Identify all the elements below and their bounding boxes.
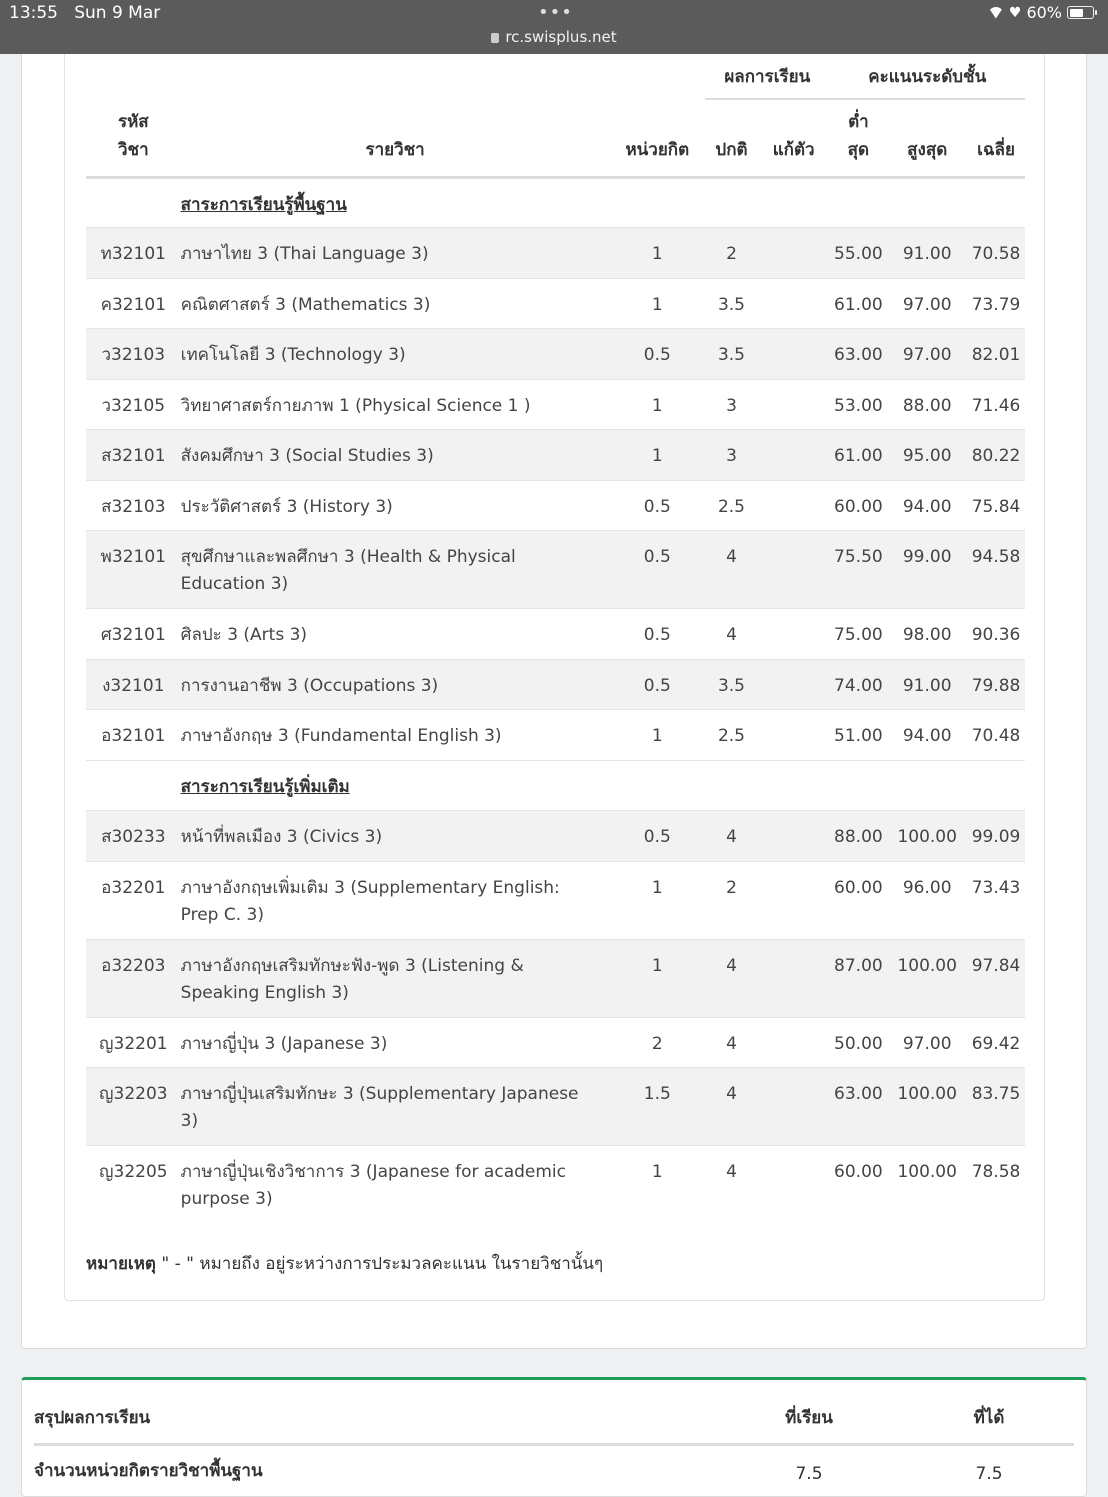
course-code: ญ32203: [86, 1068, 181, 1146]
score-min: 53.00: [829, 379, 887, 430]
course-name: หน้าที่พลเมือง 3 (Civics 3): [181, 811, 610, 862]
course-credit: 1: [610, 1146, 706, 1224]
course-name: ภาษาอังกฤษเพิ่มเติม 3 (Supplementary English: Prep C. 3): [181, 861, 610, 939]
score-avg: 70.58: [967, 228, 1025, 279]
score-max: 91.00: [887, 659, 967, 710]
score-avg: 73.79: [967, 278, 1025, 329]
score-max: 97.00: [887, 1017, 967, 1068]
grade-normal: 3.5: [705, 278, 758, 329]
table-row: [86, 430, 1025, 481]
score-max: 100.00: [887, 1146, 967, 1224]
course-name: ภาษาญี่ปุ่นเชิงวิชาการ 3 (Japanese for academic purpose 3): [181, 1146, 610, 1224]
table-row: [86, 329, 1025, 380]
table-row: [86, 609, 1025, 660]
score-max: 88.00: [887, 379, 967, 430]
grade-normal: 4: [705, 609, 758, 660]
header-max: สูงสุด: [887, 99, 967, 177]
table-row: [86, 939, 1025, 1017]
summary-row-label: จำนวนหน่วยกิตรายวิชาพื้นฐาน: [34, 1461, 263, 1481]
summary-header-title: สรุปผลการเรียน: [34, 1380, 714, 1444]
score-group-header: คะแนนระดับชั้น: [829, 54, 1025, 99]
grade-normal: 4: [705, 811, 758, 862]
table-row: [86, 480, 1025, 531]
table-row: [86, 710, 1025, 761]
course-code: ศ32101: [86, 609, 181, 660]
score-min: 60.00: [829, 480, 887, 531]
result-group-header: ผลการเรียน: [705, 54, 829, 99]
grade-normal: 3: [705, 379, 758, 430]
grade-normal: 3.5: [705, 329, 758, 380]
grade-fix: [758, 659, 830, 710]
grade-normal: 4: [705, 531, 758, 609]
score-max: 95.00: [887, 430, 967, 481]
course-name: ภาษาไทย 3 (Thai Language 3): [181, 228, 610, 279]
course-name: การงานอาชีพ 3 (Occupations 3): [181, 659, 610, 710]
grade-fix: [758, 710, 830, 761]
section-row: [86, 177, 1025, 228]
table-row: [86, 811, 1025, 862]
course-code: ว32105: [86, 379, 181, 430]
course-credit: 0.5: [610, 531, 706, 609]
summary-header-earned: ที่ได้: [904, 1380, 1074, 1444]
course-name: เทคโนโลยี 3 (Technology 3): [181, 329, 610, 380]
section-title: สาระการเรียนรู้พื้นฐาน: [181, 177, 1025, 228]
course-name: ศิลปะ 3 (Arts 3): [181, 609, 610, 660]
grade-fix: [758, 278, 830, 329]
score-avg: 78.58: [967, 1146, 1025, 1224]
score-avg: 75.84: [967, 480, 1025, 531]
score-max: 94.00: [887, 480, 967, 531]
score-min: 50.00: [829, 1017, 887, 1068]
table-row: [86, 531, 1025, 609]
grade-fix: [758, 1068, 830, 1146]
score-min: 60.00: [829, 1146, 887, 1224]
course-code: ส32101: [86, 430, 181, 481]
grade-normal: 4: [705, 1146, 758, 1224]
score-min: 75.00: [829, 609, 887, 660]
score-min: 60.00: [829, 861, 887, 939]
course-credit: 1: [610, 228, 706, 279]
course-name: ภาษาญี่ปุ่นเสริมทักษะ 3 (Supplementary Japanese 3): [181, 1068, 610, 1146]
battery-percent: 60%: [1026, 3, 1062, 22]
header-avg: เฉลี่ย: [967, 99, 1025, 177]
wifi-icon: [988, 7, 1004, 19]
course-name: ประวัติศาสตร์ 3 (History 3): [181, 480, 610, 531]
score-avg: 70.48: [967, 710, 1025, 761]
course-credit: 0.5: [610, 480, 706, 531]
header-min: ต่ำ สุด: [829, 99, 887, 177]
section-title: สาระการเรียนรู้เพิ่มเติม: [181, 760, 1025, 811]
course-credit: 0.5: [610, 609, 706, 660]
course-name: สังคมศึกษา 3 (Social Studies 3): [181, 430, 610, 481]
grade-fix: [758, 939, 830, 1017]
score-min: 74.00: [829, 659, 887, 710]
grade-fix: [758, 861, 830, 939]
course-name: วิทยาศาสตร์กายภาพ 1 (Physical Science 1 ): [181, 379, 610, 430]
score-max: 100.00: [887, 939, 967, 1017]
course-code: ส30233: [86, 811, 181, 862]
header-credit: หน่วยกิต: [610, 99, 706, 177]
grades-outer-card: [21, 54, 1087, 1349]
course-code: ส32103: [86, 480, 181, 531]
score-avg: 71.46: [967, 379, 1025, 430]
status-icons: [988, 3, 1094, 22]
score-avg: 99.09: [967, 811, 1025, 862]
address-bar[interactable]: [0, 28, 1108, 46]
grade-fix: [758, 811, 830, 862]
score-max: 100.00: [887, 1068, 967, 1146]
score-min: 88.00: [829, 811, 887, 862]
multitask-dots[interactable]: •••: [538, 2, 573, 23]
status-time: 13:55 Sun 9 Mar: [9, 3, 161, 23]
grade-fix: [758, 1146, 830, 1224]
url-text: rc.swisplus.net: [505, 28, 617, 46]
grade-normal: 2: [705, 228, 758, 279]
course-credit: 1: [610, 710, 706, 761]
course-credit: 2: [610, 1017, 706, 1068]
grade-normal: 3: [705, 430, 758, 481]
course-code: อ32101: [86, 710, 181, 761]
score-avg: 82.01: [967, 329, 1025, 380]
grade-normal: 3.5: [705, 659, 758, 710]
grade-fix: [758, 480, 830, 531]
grade-normal: 2.5: [705, 480, 758, 531]
header-fix: แก้ตัว: [758, 99, 830, 177]
grade-normal: 2: [705, 861, 758, 939]
header-subject: รายวิชา: [181, 99, 610, 177]
table-row: [86, 278, 1025, 329]
course-name: ภาษาญี่ปุ่น 3 (Japanese 3): [181, 1017, 610, 1068]
course-code: ค32101: [86, 278, 181, 329]
course-credit: 0.5: [610, 659, 706, 710]
grade-normal: 2.5: [705, 710, 758, 761]
header-normal: ปกติ: [705, 99, 758, 177]
course-credit: 0.5: [610, 811, 706, 862]
summary-row-earned: 7.5: [975, 1464, 1003, 1484]
course-code: ญ32205: [86, 1146, 181, 1224]
course-code: ท32101: [86, 228, 181, 279]
status-bar: [0, 0, 1108, 54]
course-code: อ32203: [86, 939, 181, 1017]
score-max: 91.00: [887, 228, 967, 279]
table-row: [86, 861, 1025, 939]
table-row: [86, 379, 1025, 430]
table-row: [86, 1068, 1025, 1146]
table-row: [86, 659, 1025, 710]
header-code: รหัส วิชา: [86, 99, 181, 177]
score-max: 100.00: [887, 811, 967, 862]
battery-icon: [1067, 6, 1094, 19]
heart-icon: ♥: [1008, 4, 1022, 21]
grade-fix: [758, 430, 830, 481]
course-name: คณิตศาสตร์ 3 (Mathematics 3): [181, 278, 610, 329]
course-credit: 1: [610, 861, 706, 939]
grade-normal: 4: [705, 1017, 758, 1068]
course-credit: 1: [610, 379, 706, 430]
score-avg: 97.84: [967, 939, 1025, 1017]
summary-table: [34, 1380, 1074, 1484]
score-max: 99.00: [887, 531, 967, 609]
course-code: พ32101: [86, 531, 181, 609]
grade-fix: [758, 609, 830, 660]
score-avg: 94.58: [967, 531, 1025, 609]
score-min: 61.00: [829, 430, 887, 481]
grade-fix: [758, 379, 830, 430]
course-code: ญ32201: [86, 1017, 181, 1068]
score-min: 55.00: [829, 228, 887, 279]
grade-fix: [758, 531, 830, 609]
course-code: ว32103: [86, 329, 181, 380]
score-max: 96.00: [887, 861, 967, 939]
lock-icon: [491, 33, 499, 43]
score-min: 75.50: [829, 531, 887, 609]
score-avg: 69.42: [967, 1017, 1025, 1068]
course-credit: 1: [610, 430, 706, 481]
score-min: 63.00: [829, 329, 887, 380]
section-row: [86, 760, 1025, 811]
course-credit: 1: [610, 278, 706, 329]
score-avg: 73.43: [967, 861, 1025, 939]
score-avg: 83.75: [967, 1068, 1025, 1146]
grade-fix: [758, 1017, 830, 1068]
note-text: หมายเหตุ " - " หมายถึง อยู่ระหว่างการประมวลคะแนน ในรายวิชานั้นๆ: [86, 1254, 604, 1274]
grades-inner-card: [64, 54, 1045, 1301]
table-row: [86, 1017, 1025, 1068]
grade-normal: 4: [705, 939, 758, 1017]
course-credit: 0.5: [610, 329, 706, 380]
summary-row-studied: 7.5: [795, 1464, 823, 1484]
score-max: 98.00: [887, 609, 967, 660]
summary-header-studied: ที่เรียน: [714, 1380, 904, 1444]
score-max: 97.00: [887, 329, 967, 380]
grades-table: [86, 54, 1025, 1224]
course-name: ภาษาอังกฤษเสริมทักษะฟัง-พูด 3 (Listening & Speaking English 3): [181, 939, 610, 1017]
summary-row: [34, 1444, 1074, 1484]
course-code: อ32201: [86, 861, 181, 939]
grade-normal: 4: [705, 1068, 758, 1146]
grade-fix: [758, 329, 830, 380]
course-code: ง32101: [86, 659, 181, 710]
course-name: ภาษาอังกฤษ 3 (Fundamental English 3): [181, 710, 610, 761]
table-row: [86, 228, 1025, 279]
grade-fix: [758, 228, 830, 279]
course-credit: 1.5: [610, 1068, 706, 1146]
score-min: 87.00: [829, 939, 887, 1017]
score-min: 63.00: [829, 1068, 887, 1146]
score-min: 61.00: [829, 278, 887, 329]
score-max: 97.00: [887, 278, 967, 329]
score-avg: 79.88: [967, 659, 1025, 710]
score-max: 94.00: [887, 710, 967, 761]
score-avg: 90.36: [967, 609, 1025, 660]
score-min: 51.00: [829, 710, 887, 761]
score-avg: 80.22: [967, 430, 1025, 481]
course-name: สุขศึกษาและพลศึกษา 3 (Health & Physical Education 3): [181, 531, 610, 609]
summary-card: [21, 1377, 1087, 1497]
course-credit: 1: [610, 939, 706, 1017]
table-row: [86, 1146, 1025, 1224]
